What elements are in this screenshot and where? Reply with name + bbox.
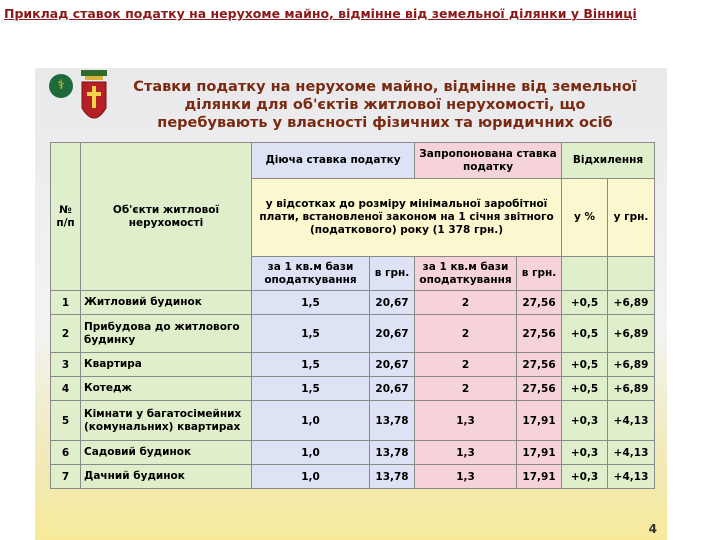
row-proposed-uah: 17,91: [517, 441, 562, 465]
row-proposed-uah: 17,91: [517, 401, 562, 441]
row-proposed-rate: 2: [415, 291, 517, 315]
row-object: Кімнати у багатосімейних (комунальних) квартирах: [81, 401, 252, 441]
header-current-rate: Діюча ставка податку: [252, 143, 415, 179]
slide-title-line: Ставки податку на нерухоме майно, відмінне від земельної: [133, 79, 637, 95]
slide-title-line: ділянки для об'єктів житлової нерухомості, що: [184, 97, 586, 113]
row-dev-uah: +6,89: [608, 353, 655, 377]
row-object: Дачний будинок: [81, 465, 252, 489]
row-dev-uah: +6,89: [608, 377, 655, 401]
row-dev-percent: +0,5: [562, 291, 608, 315]
header-proposed-rate: Запропонована ставка податку: [415, 143, 562, 179]
row-dev-uah: +6,89: [608, 315, 655, 353]
header-dev-uah: у грн.: [608, 179, 655, 257]
table-row: [51, 353, 655, 377]
row-proposed-uah: 27,56: [517, 291, 562, 315]
table-row: [51, 377, 655, 401]
slide-title: [115, 78, 655, 134]
header-percent-note: у відсотках до розміру мінімальної заробітної плати, встановленої законом на 1 січня звітного (податкового) року (1 378 грн.): [252, 179, 562, 257]
row-current-rate: 1,0: [252, 441, 370, 465]
row-current-uah: 13,78: [370, 441, 415, 465]
row-proposed-rate: 2: [415, 377, 517, 401]
table-row: [51, 465, 655, 489]
row-num: 7: [51, 465, 81, 489]
header-num: № п/п: [51, 143, 81, 291]
table-row: [51, 401, 655, 441]
page-title: Приклад ставок податку на нерухоме майно, відмінне від земельної ділянки у Вінниці: [4, 6, 637, 21]
row-current-uah: 20,67: [370, 315, 415, 353]
row-dev-percent: +0,5: [562, 353, 608, 377]
row-num: 1: [51, 291, 81, 315]
header-uah-proposed: в грн.: [517, 257, 562, 291]
row-object: Квартира: [81, 353, 252, 377]
row-dev-percent: +0,3: [562, 401, 608, 441]
row-num: 6: [51, 441, 81, 465]
header-dev-percent: у %: [562, 179, 608, 257]
header-deviation: Відхилення: [562, 143, 655, 179]
row-dev-uah: +6,89: [608, 291, 655, 315]
city-coat-of-arms-icon: [79, 70, 109, 130]
row-dev-uah: +4,13: [608, 465, 655, 489]
table-row: [51, 291, 655, 315]
row-object: Прибудова до житлового будинку: [81, 315, 252, 353]
header-object: Об'єкти житлової нерухомості: [81, 143, 252, 291]
row-proposed-uah: 27,56: [517, 377, 562, 401]
row-num: 2: [51, 315, 81, 353]
row-num: 5: [51, 401, 81, 441]
slide: [35, 68, 667, 540]
row-current-rate: 1,0: [252, 465, 370, 489]
slide-title-line: перебувають у власності фізичних та юридичних осіб: [157, 115, 613, 131]
table-row: [51, 441, 655, 465]
row-object: Садовий будинок: [81, 441, 252, 465]
row-num: 4: [51, 377, 81, 401]
row-dev-uah: +4,13: [608, 441, 655, 465]
row-current-uah: 13,78: [370, 465, 415, 489]
emblem-icon: ⚕: [49, 74, 73, 98]
rates-table: [50, 142, 655, 489]
row-dev-uah: +4,13: [608, 401, 655, 441]
header-per-sqm-proposed: за 1 кв.м бази оподаткування: [415, 257, 517, 291]
row-num: 3: [51, 353, 81, 377]
page-number: 4: [648, 522, 657, 536]
row-current-rate: 1,5: [252, 315, 370, 353]
row-current-rate: 1,5: [252, 291, 370, 315]
header-per-sqm-current: за 1 кв.м бази оподаткування: [252, 257, 370, 291]
row-current-uah: 20,67: [370, 291, 415, 315]
row-proposed-uah: 27,56: [517, 315, 562, 353]
row-proposed-rate: 1,3: [415, 465, 517, 489]
row-dev-percent: +0,5: [562, 315, 608, 353]
row-current-rate: 1,0: [252, 401, 370, 441]
table-row: [51, 315, 655, 353]
row-proposed-rate: 2: [415, 353, 517, 377]
row-object: Котедж: [81, 377, 252, 401]
row-proposed-rate: 1,3: [415, 401, 517, 441]
header-uah-current: в грн.: [370, 257, 415, 291]
row-proposed-uah: 27,56: [517, 353, 562, 377]
row-current-uah: 20,67: [370, 377, 415, 401]
row-current-rate: 1,5: [252, 353, 370, 377]
row-proposed-rate: 1,3: [415, 441, 517, 465]
row-dev-percent: +0,3: [562, 465, 608, 489]
row-proposed-uah: 17,91: [517, 465, 562, 489]
row-current-rate: 1,5: [252, 377, 370, 401]
row-dev-percent: +0,3: [562, 441, 608, 465]
row-object: Житловий будинок: [81, 291, 252, 315]
row-proposed-rate: 2: [415, 315, 517, 353]
row-current-uah: 13,78: [370, 401, 415, 441]
row-current-uah: 20,67: [370, 353, 415, 377]
row-dev-percent: +0,5: [562, 377, 608, 401]
